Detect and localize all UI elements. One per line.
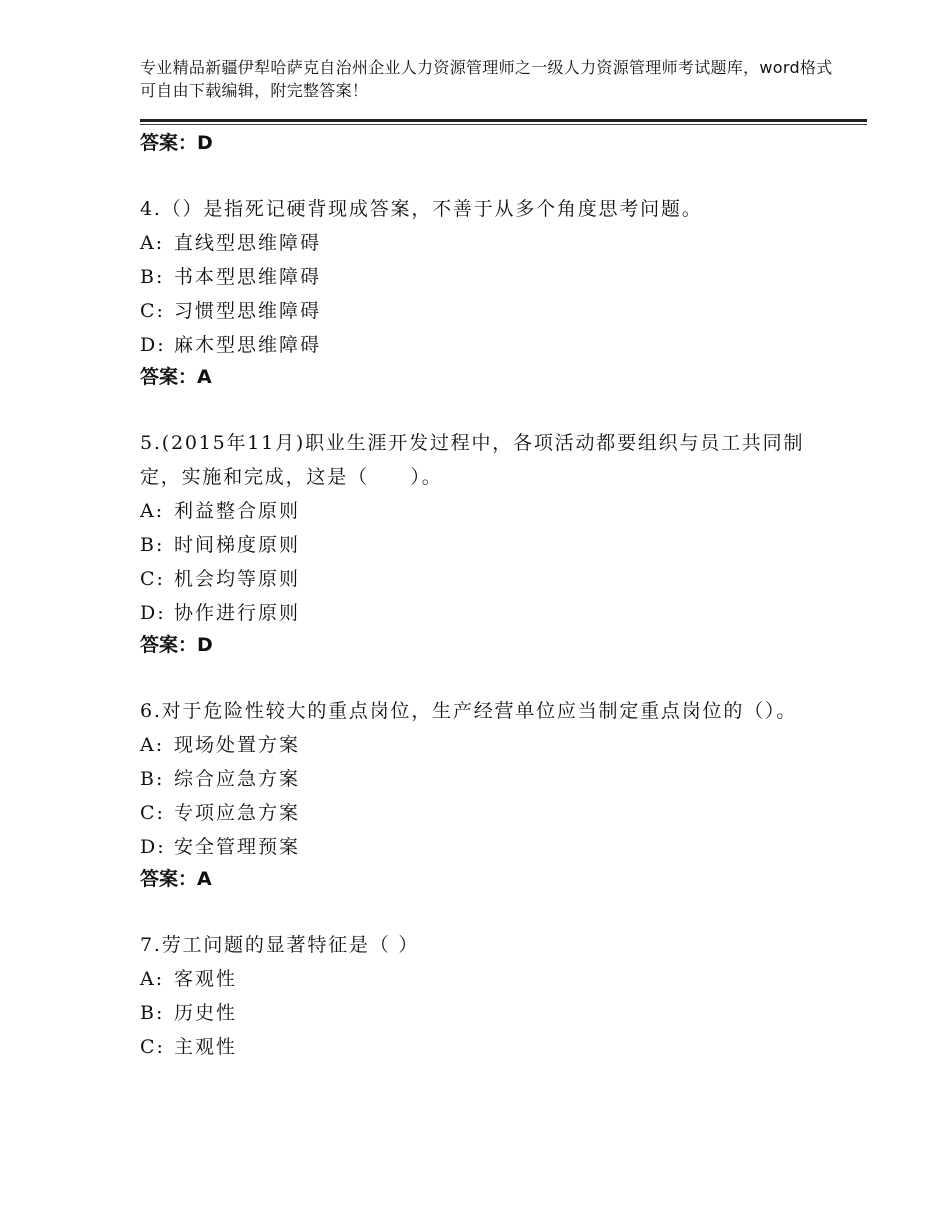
question-item xyxy=(140,192,840,392)
option-label: C: xyxy=(140,1036,165,1058)
option-text: 历史性 xyxy=(174,1002,238,1024)
option-label: A: xyxy=(140,734,165,756)
option-text: 主观性 xyxy=(174,1036,238,1058)
option-item xyxy=(140,260,840,294)
option-text: 综合应急方案 xyxy=(174,768,301,790)
answer: 答案：A xyxy=(140,366,212,388)
option-text: 时间梯度原则 xyxy=(174,534,301,556)
option-text: 习惯型思维障碍 xyxy=(174,300,322,322)
option-item xyxy=(140,728,840,762)
option-label: C: xyxy=(140,802,165,824)
option-label: A: xyxy=(140,232,165,254)
option-text: 专项应急方案 xyxy=(174,802,301,824)
option-text: 机会均等原则 xyxy=(174,568,301,590)
option-label: B: xyxy=(140,266,165,288)
option-item xyxy=(140,996,840,1030)
option-text: 现场处置方案 xyxy=(174,734,301,756)
option-item xyxy=(140,1030,840,1064)
option-item xyxy=(140,796,840,830)
option-item xyxy=(140,830,840,864)
answer: 答案：D xyxy=(140,634,213,656)
option-label: B: xyxy=(140,768,165,790)
option-item xyxy=(140,528,840,562)
option-item xyxy=(140,596,840,630)
option-label: D: xyxy=(140,334,166,356)
question-item xyxy=(140,426,840,660)
option-text: 麻木型思维障碍 xyxy=(174,334,322,356)
question-text: 4.（）是指死记硬背现成答案，不善于从多个角度思考问题。 xyxy=(140,198,703,220)
question-item xyxy=(140,694,840,894)
question-text: 7.劳工问题的显著特征是（ ） xyxy=(140,934,420,956)
option-text: 安全管理预案 xyxy=(174,836,301,858)
page-header: 专业精品新疆伊犁哈萨克自治州企业人力资源管理师之一级人力资源管理师考试题库，word格式可自由下载编辑，附完整答案！ xyxy=(140,58,833,100)
option-text: 协作进行原则 xyxy=(174,602,301,624)
header-rule-thick xyxy=(140,119,867,122)
option-item xyxy=(140,294,840,328)
question-text: 5.(2015年11月)职业生涯开发过程中，各项活动都要组织与员工共同制定，实施和完成，这是（ ）。 xyxy=(140,432,805,488)
option-item xyxy=(140,226,840,260)
option-label: B: xyxy=(140,1002,165,1024)
option-label: A: xyxy=(140,500,165,522)
option-text: 书本型思维障碍 xyxy=(174,266,322,288)
header-rule-thin xyxy=(140,124,867,125)
option-label: A: xyxy=(140,968,165,990)
option-label: D: xyxy=(140,836,166,858)
option-text: 利益整合原则 xyxy=(174,500,301,522)
option-item xyxy=(140,562,840,596)
option-text: 客观性 xyxy=(174,968,238,990)
option-label: C: xyxy=(140,568,165,590)
option-label: D: xyxy=(140,602,166,624)
option-label: B: xyxy=(140,534,165,556)
question-list xyxy=(140,128,840,1064)
question-text: 6.对于危险性较大的重点岗位，生产经营单位应当制定重点岗位的（）。 xyxy=(140,700,798,722)
option-text: 直线型思维障碍 xyxy=(174,232,322,254)
question-item xyxy=(140,928,840,1064)
option-label: C: xyxy=(140,300,165,322)
option-item xyxy=(140,328,840,362)
answer-prev: 答案：D xyxy=(140,132,213,154)
answer: 答案：A xyxy=(140,868,212,890)
option-item xyxy=(140,762,840,796)
option-item xyxy=(140,962,840,996)
option-item xyxy=(140,494,840,528)
